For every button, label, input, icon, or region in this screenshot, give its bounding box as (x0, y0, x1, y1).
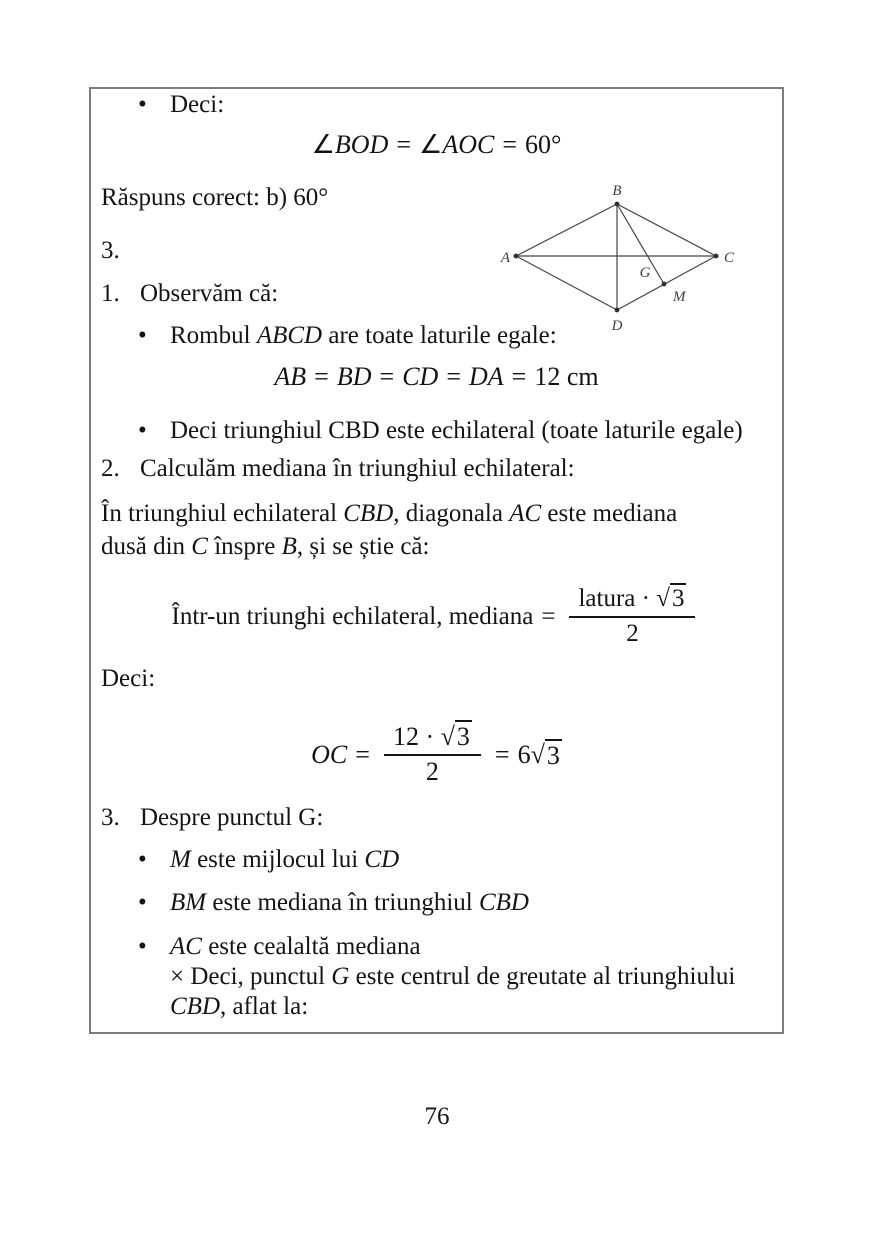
var-ab: AB (274, 362, 307, 391)
centroid-label-g: G (639, 265, 651, 281)
point-a (514, 254, 519, 259)
equation-angles (91, 130, 782, 160)
var-bd: BD (336, 362, 372, 391)
midpoint-label-m: M (673, 289, 686, 305)
equation-sides (91, 362, 782, 392)
bullet-icon: • (138, 933, 147, 960)
bullet-icon: • (138, 91, 147, 118)
text-run: , aflat la: (220, 993, 309, 1020)
figure-edges (516, 204, 716, 310)
step-label: Despre punctul G: (140, 804, 324, 831)
bullet-item-echilateral (138, 416, 743, 446)
var-c: C (191, 533, 208, 560)
step-label: Calculăm mediana în triunghiul echilateral: (140, 455, 575, 482)
deci-line: Deci: (101, 665, 156, 692)
dot-operator: · (641, 585, 650, 612)
bullet-line-2 (138, 962, 735, 992)
answer-line: Răspuns corect: b) 60° (101, 184, 329, 211)
problem-number: 3. (101, 237, 120, 264)
step-2 (101, 454, 575, 484)
equals-sign: = (502, 130, 517, 159)
times-icon: × (170, 963, 185, 990)
figure-points (514, 202, 719, 313)
bullet-text: este mijlocul lui (190, 846, 365, 873)
angle-value: 60° (525, 130, 562, 159)
bullet-text: are toate laturile egale: (322, 322, 557, 349)
point-m (662, 282, 667, 287)
page-number: 76 (424, 1103, 450, 1130)
numerator-value: 12 (392, 722, 419, 751)
fraction-denominator: 2 (384, 754, 481, 787)
bullet-item-ac (138, 932, 735, 1022)
var-da: DA (468, 362, 504, 391)
text-run: dusă din (101, 533, 192, 560)
edge-cd (617, 256, 716, 310)
bullet-text: Deci: (170, 91, 225, 118)
bullet-text: este mediana în triunghiul (206, 889, 479, 916)
bullet-icon: • (138, 322, 147, 349)
equals-sign: = (355, 739, 370, 769)
angle-symbol: ∠ (311, 130, 335, 159)
side-value: 12 cm (534, 362, 599, 391)
bullet-item-bm (138, 888, 529, 918)
text-run: , diagonala (393, 500, 510, 527)
text-run: În triunghiul echilateral (101, 500, 344, 527)
var-b: B (281, 533, 297, 560)
text-run: este mediana (541, 500, 678, 527)
vertex-label-d: D (611, 318, 623, 334)
bullet-item-m (138, 845, 399, 875)
paragraph-line-1 (101, 497, 677, 530)
vertex-label-c: C (724, 250, 735, 266)
var-cd: CD (364, 846, 400, 873)
equals-sign: = (314, 362, 329, 391)
fraction (384, 722, 481, 787)
point-b (615, 202, 620, 207)
text-run: , și se știe că: (296, 533, 430, 560)
equals-sign: = (494, 739, 510, 769)
equals-sign: = (446, 362, 461, 391)
fraction-numerator (384, 722, 481, 754)
equation-oc (91, 722, 782, 787)
fraction (569, 584, 695, 649)
text-run: Deci, punctul (184, 963, 332, 990)
var-cbd: CBD (478, 889, 529, 916)
var-m: M (170, 846, 191, 873)
bullet-item-romb (138, 321, 557, 351)
fraction-denominator: 2 (569, 616, 695, 649)
bullet-line-1 (138, 932, 735, 962)
bullet-item-deci (138, 90, 224, 120)
rhombus-figure (497, 180, 753, 338)
equals-sign: = (541, 602, 556, 630)
bullet-icon: • (138, 846, 147, 873)
equation-mediana (91, 584, 782, 649)
sqrt-icon: √ (530, 739, 545, 769)
result-coefficient: 6 (517, 739, 531, 769)
bullet-icon: • (138, 889, 147, 916)
equals-sign: = (511, 362, 527, 391)
radicand: 3 (456, 722, 470, 751)
step-number: 3. (101, 804, 120, 831)
equals-sign: = (396, 130, 412, 159)
var-g: G (331, 963, 350, 990)
step-label: Observăm că: (140, 280, 279, 307)
step-3 (101, 803, 323, 833)
latura-word: latura (578, 585, 636, 612)
radicand: 3 (546, 740, 560, 770)
var-bod: BOD (334, 130, 389, 159)
edge-da (516, 256, 617, 310)
fraction-numerator (569, 584, 695, 616)
vertex-label-b: B (612, 183, 622, 199)
var-cbd: CBD (343, 500, 394, 527)
point-c (714, 254, 719, 259)
text-run: înspre (207, 533, 282, 560)
step-number: 2. (101, 455, 120, 482)
var-cd: CD (402, 362, 439, 391)
var-aoc: AOC (442, 130, 495, 159)
bullet-line-3 (138, 992, 735, 1022)
var-oc: OC (311, 739, 348, 769)
var-ac: AC (509, 500, 542, 527)
paragraph (101, 497, 677, 563)
dot-operator: · (425, 722, 435, 751)
bullet-text: este cealaltă mediana (201, 933, 421, 960)
step-number: 1. (101, 280, 120, 307)
var-bm: BM (170, 889, 207, 916)
equals-sign: = (379, 362, 395, 391)
bullet-text: Deci triunghiul CBD este echilateral (toate laturile egale) (170, 417, 743, 444)
var-cbd: CBD (170, 993, 220, 1020)
bullet-text: Rombul (170, 322, 257, 349)
point-d (615, 308, 620, 313)
mediana-label: Într-un triunghi echilateral, mediana (171, 602, 534, 630)
var-ac: AC (170, 933, 202, 960)
var-abcd: ABCD (256, 322, 323, 349)
radicand: 3 (671, 585, 685, 612)
text-run: este centrul de greutate al triunghiului (349, 963, 736, 990)
edge-ab (516, 204, 617, 256)
sqrt-icon: √ (656, 585, 670, 612)
bullet-icon: • (138, 417, 147, 444)
paragraph-line-2 (101, 530, 677, 563)
angle-symbol: ∠ (419, 130, 443, 159)
vertex-label-a: A (500, 250, 510, 266)
sqrt-icon: √ (440, 722, 455, 751)
step-1 (101, 279, 278, 309)
